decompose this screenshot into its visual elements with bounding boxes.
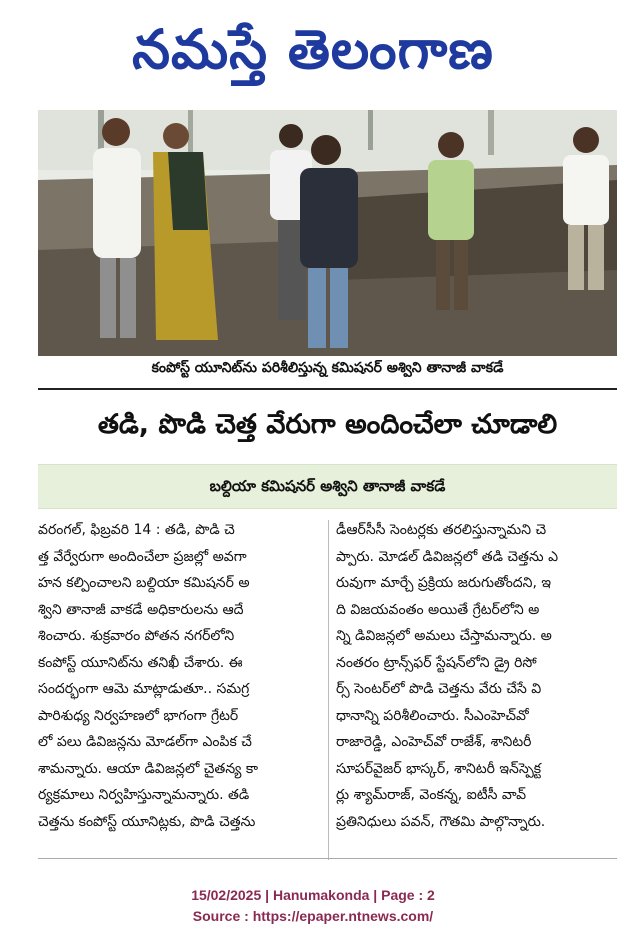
column-divider [328, 520, 329, 860]
article-column-right: డీఆర్‌సీసీ సెంటర్లకు తరలిస్తున్నామని చె ప్పారు. మోడల్ డివిజన్లలో తడి చెత్తను ఎ రువుగా మార్చే ప్రక్రియ జరుగుతోందని, ఇ ది విజయవంతం అయితే గ్రేటర్‌లోని అ న్ని డివిజన్లలో అమలు చేస్తామన్నారు. అ నంతరం ట్రాన్స్‌ఫర్ స్టేషన్‌లోని డ్రై రిసో ర్స్ సెంటర్‌లో పొడి చెత్తను వేరు చేసే వి ధానాన్ని పరిశీలించారు. సీఎంహెచ్‌వో రాజారెడ్డి, ఎంహెచ్‌వో రాజేశ్, శానిటరీ సూపర్‌వైజర్ భాస్కర్, శానిటరీ ఇన్‌స్పెక్ట ర్లు శ్యామ్‌రాజ్, వెంకన్న, ఐటీసీ వావ్ ప్రతినిధులు పవన్, గౌతమి పాల్గొన్నారు. [336, 522, 559, 830]
footer-source-link[interactable]: Source : https://epaper.ntnews.com/ [192, 908, 434, 924]
masthead-title: నమస్తే తెలంగాణ [132, 18, 494, 81]
article-bottom-rule [38, 858, 617, 859]
news-photo [38, 110, 617, 356]
caption-divider [38, 388, 617, 390]
footer-edition-info: 15/02/2025 | Hanumakonda | Page : 2 [191, 887, 435, 903]
article-subheadline: బల్దియా కమిషనర్ అశ్విని తానాజీ వాకడే [209, 477, 446, 495]
article-column-left: వరంగల్, ఫిబ్రవరి 14 : తడి, పొడి చె త్త వేర్వేరుగా అందించేలా ప్రజల్లో అవగా హన కల్పించాలని బల్దియా కమిషనర్ అ శ్విని తానాజీ వాకడే అధికారులను ఆదే శించారు. శుక్రవారం పోతన నగర్‌లోని కంపోస్ట్ యూనిట్‌ను తనిఖీ చేశారు. ఈ సందర్భంగా ఆమె మాట్లాడుతూ.. సమగ్ర పారిశుధ్య నిర్వహణలో భాగంగా గ్రేటర్ లో పలు డివిజన్లను మోడల్‌గా ఎంపిక చే శామన్నారు. ఆయా డివిజన్లలో చైతన్య కా ర్యక్రమాలు నిర్వహిస్తున్నామన్నారు. తడి చెత్తను కంపోస్ట్ యూనిట్లకు, పొడి చెత్తను [38, 522, 259, 830]
newspaper-masthead [0, 10, 626, 90]
photo-caption: కంపోస్ట్ యూనిట్‌ను పరిశీలిస్తున్న కమిషనర్ అశ్విని తానాజీ వాకడే [151, 360, 504, 376]
article-headline: తడి, పొడి చెత్త వేరుగా అందించేలా చూడాలి [97, 409, 558, 440]
subheadline-box [38, 464, 617, 509]
